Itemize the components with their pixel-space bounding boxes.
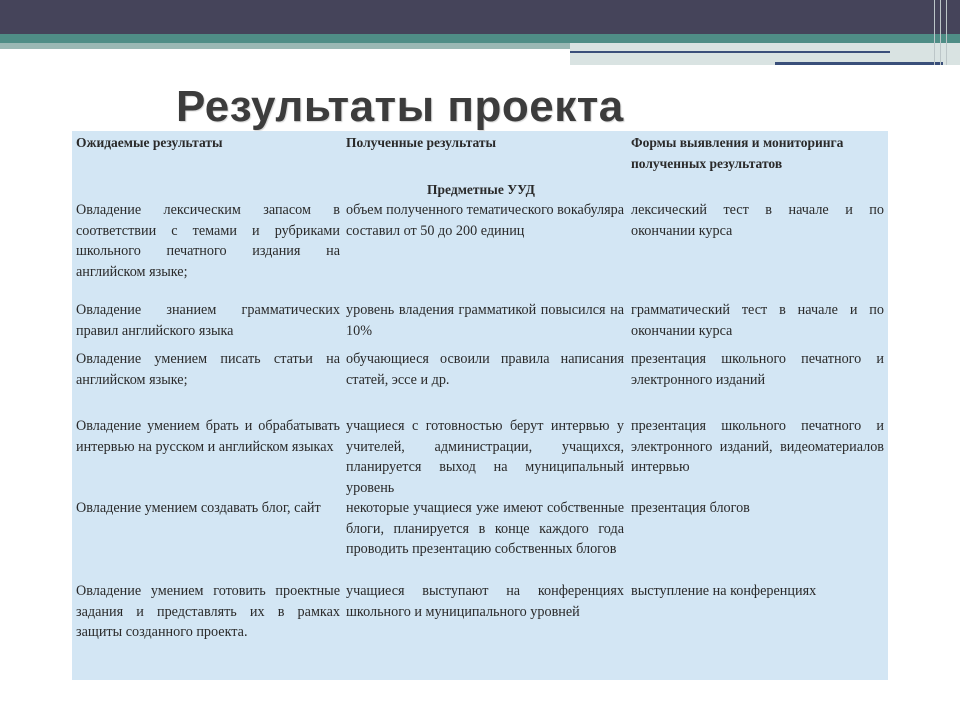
table-cell: выступление на конференциях <box>631 583 817 599</box>
slide-title: Результаты проекта <box>176 82 624 131</box>
table-cell: учащиеся выступают на конференциях школьного и муниципального уровней <box>346 583 624 620</box>
table-cell: учащиеся с готовностью берут интервью у учителей, администрации, учащихся, планируется выход на муниципальный уровень <box>346 418 624 496</box>
table-cell: Овладение лексическим запасом в соответствии с темами и рубриками школьного печатного издания на английском языке; <box>76 202 340 280</box>
table-cell: Овладение знанием грамматических правил английского языка <box>76 302 340 339</box>
header-bar <box>0 0 960 34</box>
table-cell: Овладение умением брать и обрабатывать интервью на русском и английском языках <box>76 418 340 455</box>
table-cell: уровень владения грамматикой повысился на 10% <box>346 302 624 339</box>
table-cell: презентация блогов <box>631 500 750 516</box>
table-cell: обучающиеся освоили правила написания статей, эссе и др. <box>346 351 624 388</box>
table-cell: Овладение умением писать статьи на английском языке; <box>76 351 340 388</box>
header-expected: Ожидаемые результаты <box>76 135 223 150</box>
table-cell: лексический тест в начале и по окончании курса <box>631 202 884 239</box>
decor-line <box>775 62 943 65</box>
header-obtained: Полученные результаты <box>346 135 497 150</box>
decor-vline <box>940 0 941 65</box>
table-cell: презентация школьного печатного и электронного изданий <box>631 351 884 388</box>
decor-vline <box>934 0 935 65</box>
decor-vline <box>946 0 947 65</box>
table-cell: Овладение умением готовить проектные задания и представлять их в рамках защиты созданного проекта. <box>76 583 340 640</box>
accent-stripe-light <box>0 43 570 49</box>
accent-stripe <box>0 34 960 43</box>
table-cell: объем полученного тематического вокабуляра составил от 50 до 200 единиц <box>346 202 624 239</box>
table-cell: некоторые учащиеся уже имеют собственные блоги, планируется в конце каждого года проводить презентацию собственных блогов <box>346 500 624 557</box>
header-monitoring: Формы выявления и мониторинга полученных результатов <box>631 135 844 171</box>
table-cell: Овладение умением создавать блог, сайт <box>76 500 321 516</box>
decor-line <box>570 51 890 53</box>
table-cell: презентация школьного печатного и электронного изданий, видеоматериалов интервью <box>631 418 884 475</box>
table-cell: грамматический тест в начале и по окончании курса <box>631 302 884 339</box>
section-subheading: Предметные УУД <box>427 182 535 197</box>
